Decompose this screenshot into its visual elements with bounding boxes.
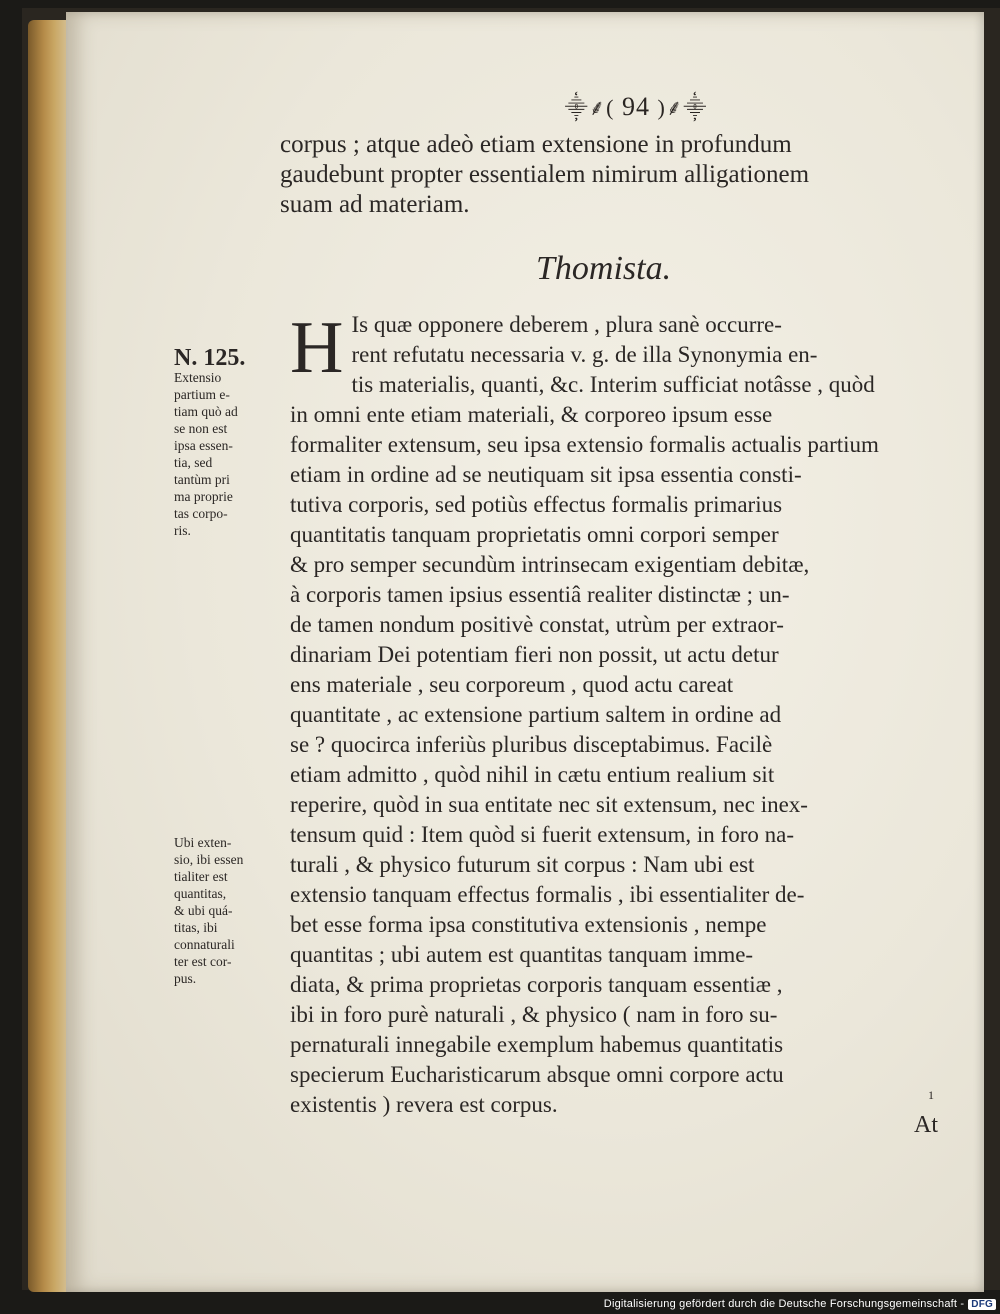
margin-note-line: tantùm pri [174, 472, 230, 487]
margin-note-line: pus. [174, 971, 197, 986]
margin-note-line: & ubi quá- [174, 903, 233, 918]
text-line: pernaturali innegabile exemplum habemus quantitatis [290, 1032, 784, 1057]
text-line: ens materiale , seu corporeum , quod actu careat [290, 672, 734, 697]
page-number: 94 [622, 92, 650, 121]
digitization-footer [604, 1298, 996, 1310]
margin-note-line: titas, ibi [174, 920, 218, 935]
text-line: & pro semper secundùm intrinsecam exigentiam debitæ, [290, 552, 810, 577]
page-header [506, 92, 766, 122]
text-line: bet esse forma ipsa constitutiva extensionis , nempe [290, 912, 767, 937]
margin-note-number: N. 125. [174, 345, 246, 371]
text-line: à corporis tamen ipsius essentiâ realiter distinctæ ; un- [290, 582, 790, 607]
text-line: se ? quocirca inferiùs pluribus disceptabimus. Facilè [290, 732, 773, 757]
main-text-block [290, 307, 954, 1120]
text-line: de tamen nondum positivè constat, utrùm per extraor- [290, 612, 784, 637]
section-heading: Thomista. [536, 250, 672, 287]
text-line: existentis ) revera est corpus. [290, 1092, 558, 1117]
margin-note-line: Ubi exten- [174, 835, 232, 850]
text-line: rent refutatu necessaria v. g. de illa Synonymia en- [351, 342, 818, 367]
text-line: extensio tanquam effectus formalis , ibi essentialiter de- [290, 882, 805, 907]
footer-credit: Digitalisierung gefördert durch die Deutsche Forschungsgemeinschaft - [603, 1298, 965, 1310]
drop-capital: H [290, 307, 344, 389]
text-line: quantitate , ac extensione partium saltem in ordine ad [290, 702, 782, 727]
margin-note-line: connaturali [174, 937, 235, 952]
text-line: suam ad materiam. [280, 191, 470, 218]
margin-note-line: tialiter est [174, 869, 228, 884]
margin-note-line: se non est [174, 421, 228, 436]
margin-note-line: partium e- [174, 387, 230, 402]
margin-note-line: tiam quò ad [174, 404, 238, 419]
text-line: reperire, quòd in sua entitate nec sit extensum, nec inex- [290, 792, 808, 817]
text-line: ibi in foro purè naturali , & physico ( nam in foro su- [290, 1002, 778, 1027]
margin-note-line: tia, sed [174, 455, 213, 470]
margin-note-line: ris. [174, 523, 191, 538]
text-line: gaudebunt propter essentialem nimirum alligationem [280, 161, 810, 188]
dfg-logo-icon: DFG [968, 1299, 996, 1310]
text-line: diata, & prima proprietas corporis tanquam essentiæ , [290, 972, 783, 997]
text-line: quantitatis tanquam proprietatis omni corpori semper [290, 522, 779, 547]
margin-note-line: sio, ibi essen [174, 852, 244, 867]
text-line: etiam in ordine ad se neutiquam sit ipsa essentia consti- [290, 462, 802, 487]
text-line: turali , & physico futurum sit corpus : Nam ubi est [290, 852, 755, 877]
margin-note-line: tas corpo- [174, 506, 228, 521]
text-line: tensum quid : Item quòd si fuerit extensum, in foro na- [290, 822, 794, 847]
text-line: specierum Eucharisticarum absque omni corpore actu [290, 1062, 784, 1087]
margin-note-line: Extensio [174, 370, 222, 385]
signature-mark: 1 [928, 1088, 934, 1102]
margin-note-line: ipsa essen- [174, 438, 233, 453]
book-page [66, 12, 984, 1292]
text-line: etiam admitto , quòd nihil in cætu entium realium sit [290, 762, 775, 787]
header-ornament-left: ⸎⸙( [564, 95, 615, 120]
text-line: tis materialis, quanti, &c. Interim sufficiat notâsse , quòd [351, 372, 875, 397]
text-line: formaliter extensum, seu ipsa extensio formalis actualis partium [290, 432, 879, 457]
text-line: tutiva corporis, sed potiùs effectus formalis primarius [290, 492, 783, 517]
text-line: Is quæ opponere deberem , plura sanè occurre- [351, 312, 782, 337]
text-line: in omni ente etiam materiali, & corporeo ipsum esse [290, 402, 773, 427]
margin-note-ubi-extensio [174, 834, 270, 987]
margin-note-line: quantitas, [174, 886, 227, 901]
margin-note-line: ma proprie [174, 489, 233, 504]
margin-note-line: ter est cor- [174, 954, 232, 969]
header-ornament-right: )⸙⸎ [657, 95, 708, 120]
margin-note-125 [174, 345, 270, 539]
continuation-text [280, 130, 960, 220]
catchword: At [914, 1112, 938, 1138]
text-line: corpus ; atque adeò etiam extensione in profundum [280, 131, 792, 158]
text-line: dinariam Dei potentiam fieri non possit, ut actu detur [290, 642, 779, 667]
text-line: quantitas ; ubi autem est quantitas tanquam imme- [290, 942, 754, 967]
